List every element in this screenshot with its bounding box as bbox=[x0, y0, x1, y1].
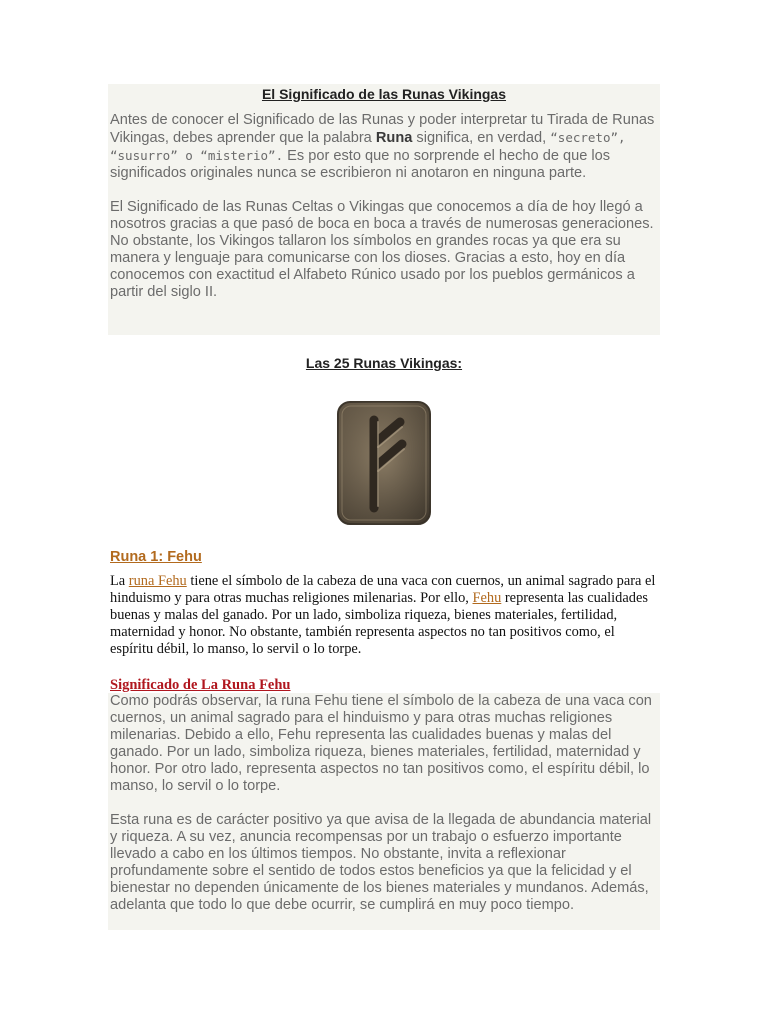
rune-1-text: La bbox=[110, 573, 129, 589]
intro-paragraph-2: El Significado de las Runas Celtas o Vikingas que conocemos a día de hoy llegó a nosotros gracias a que pasó de boca en boca a través de numerosas generaciones. No obstante, los Vikingos tallaron los símbolos en grandes rocas ya que era su manera y lenguaje para comunicarse con los dioses. Gracias a esto, hoy en día conocemos con exactitud el Alfabeto Rúnico usado por los pueblos germánicos a partir del siglo II. bbox=[110, 199, 654, 300]
fehu-rune-stone-icon bbox=[336, 400, 432, 526]
page-title: El Significado de las Runas Vikingas bbox=[261, 86, 507, 102]
rune-1-text: tiene el símbolo de la cabeza de una vaca con cuernos, un animal sagrado para el hinduismo y para otras muchas religiones milenarias. Por ello, bbox=[110, 573, 656, 606]
intro-text: significa, en verdad, bbox=[412, 130, 551, 146]
rune-1-text: representa las cualidades buenas y malas del ganado. Por un lado, simboliza riqueza, bienes materiales, fertilidad, maternidad y honor. No obstante, también representa aspectos no tan positivos como, el espíritu débil, lo manso, lo servil o lo torpe. bbox=[110, 590, 648, 657]
intro-text: Es por esto que no sorprende el hecho de que los significados originales nunca se escribieron ni anotaron en ninguna parte. bbox=[110, 148, 611, 181]
meaning-paragraph-2: Esta runa es de carácter positivo ya que avisa de la llegada de abundancia material y riqueza. A su vez, anuncia recompensas por un trabajo o esfuerzo importante llevado a cabo en los últimos tiempos. No obstante, invita a reflexionar profundamente sobre el sentido de todos estos beneficios ya que la felicidad y el bienestar no dependen únicamente de los bienes materiales y mundanos. Además, adelanta que todo lo que debe ocurrir, se cumplirá en muy poco tiempo. bbox=[110, 812, 652, 913]
fehu-link[interactable]: Fehu bbox=[472, 590, 502, 606]
section-subtitle: Las 25 Runas Vikingas: bbox=[305, 355, 463, 371]
rune-1-description bbox=[110, 573, 658, 658]
rune-1-heading: Runa 1: Fehu bbox=[110, 549, 202, 565]
intro-bold-runa: Runa bbox=[375, 130, 413, 146]
meaning-paragraph-1: Como podrás observar, la runa Fehu tiene el símbolo de la cabeza de una vaca con cuernos, un animal sagrado para el hinduismo y para otras muchas religiones milenarias. Debido a ello, Fehu representa las cualidades buenas y malas del ganado. Por un lado, simboliza riqueza, bienes materiales, fertilidad, maternidad y honor. Por otro lado, representa aspectos no tan positivos como, el espíritu débil, lo manso, lo servil o lo torpe. bbox=[110, 693, 652, 794]
intro-text: Antes de conocer el Significado de las Runas y poder interpretar tu Tirada de Runas Vikingas, debes aprender que la palabra bbox=[110, 112, 655, 146]
meaning-heading: Significado de La Runa Fehu bbox=[110, 677, 291, 693]
runa-fehu-link[interactable]: runa Fehu bbox=[128, 573, 187, 589]
intro-paragraph-1 bbox=[110, 112, 658, 182]
intro-quoted-words: “secreto”, “susurro” o “misterio”. bbox=[110, 130, 626, 163]
